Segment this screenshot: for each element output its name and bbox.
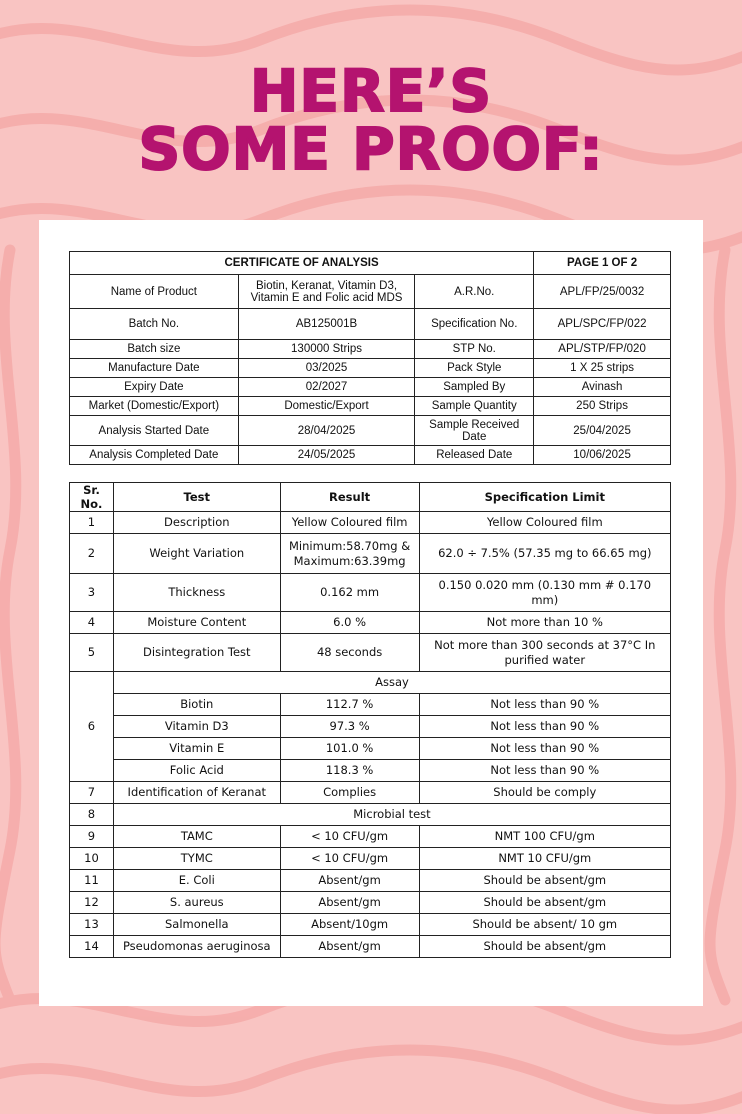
test-results-table [69, 482, 671, 958]
test-name: Folic Acid [113, 760, 280, 782]
sr-no: 11 [70, 870, 114, 892]
info-value: APL/STP/FP/020 [534, 340, 671, 359]
sr-no: 3 [70, 574, 114, 612]
header-sr-no: Sr. No. [70, 483, 114, 512]
test-result: 118.3 % [280, 760, 419, 782]
header-specification-limit: Specification Limit [419, 483, 670, 512]
test-result: 112.7 % [280, 694, 419, 716]
sr-no: 1 [70, 512, 114, 534]
table-row [70, 574, 671, 612]
info-label: Pack Style [415, 359, 534, 378]
test-result: Absent/gm [280, 870, 419, 892]
sr-no: 4 [70, 612, 114, 634]
info-row [70, 397, 671, 416]
info-label: Sample Received Date [415, 416, 534, 446]
assay-header-row [70, 672, 671, 694]
test-name: Pseudomonas aeruginosa [113, 936, 280, 958]
test-result: 48 seconds [280, 634, 419, 672]
results-header-row [70, 483, 671, 512]
test-name: S. aureus [113, 892, 280, 914]
info-value: 250 Strips [534, 397, 671, 416]
test-result: 6.0 % [280, 612, 419, 634]
test-name: Vitamin D3 [113, 716, 280, 738]
sr-no: 5 [70, 634, 114, 672]
spec-limit: Should be absent/gm [419, 870, 670, 892]
info-label: Analysis Completed Date [70, 446, 239, 465]
sr-no: 6 [70, 672, 114, 782]
test-name: E. Coli [113, 870, 280, 892]
spec-limit: Should be absent/gm [419, 936, 670, 958]
info-row [70, 378, 671, 397]
info-value: 24/05/2025 [238, 446, 415, 465]
table-row [70, 936, 671, 958]
assay-row [70, 760, 671, 782]
info-label: Batch No. [70, 309, 239, 340]
info-label: Name of Product [70, 275, 239, 309]
test-name: Thickness [113, 574, 280, 612]
info-row [70, 359, 671, 378]
test-name: Description [113, 512, 280, 534]
test-result: Complies [280, 782, 419, 804]
table-row [70, 782, 671, 804]
info-row [70, 275, 671, 309]
test-result: Yellow Coloured film [280, 512, 419, 534]
info-label: Released Date [415, 446, 534, 465]
spec-limit: 62.0 ÷ 7.5% (57.35 mg to 66.65 mg) [419, 534, 670, 574]
test-result: Minimum:58.70mg & Maximum:63.39mg [280, 534, 419, 574]
sr-no: 9 [70, 826, 114, 848]
test-name: Moisture Content [113, 612, 280, 634]
info-value: 25/04/2025 [534, 416, 671, 446]
sr-no: 13 [70, 914, 114, 936]
test-result: 97.3 % [280, 716, 419, 738]
spec-limit: Not less than 90 % [419, 716, 670, 738]
info-value: 130000 Strips [238, 340, 415, 359]
test-result: Absent/gm [280, 936, 419, 958]
test-result: < 10 CFU/gm [280, 848, 419, 870]
spec-limit: Not more than 10 % [419, 612, 670, 634]
spec-limit: Yellow Coloured film [419, 512, 670, 534]
header-result: Result [280, 483, 419, 512]
info-label: Sample Quantity [415, 397, 534, 416]
table-row [70, 634, 671, 672]
info-value: Domestic/Export [238, 397, 415, 416]
test-result: 101.0 % [280, 738, 419, 760]
microbial-label: Microbial test [113, 804, 670, 826]
table-row [70, 612, 671, 634]
spec-limit: NMT 100 CFU/gm [419, 826, 670, 848]
spec-limit: Not less than 90 % [419, 694, 670, 716]
info-row [70, 309, 671, 340]
test-result: Absent/10gm [280, 914, 419, 936]
spec-limit: Should be absent/ 10 gm [419, 914, 670, 936]
test-result: 0.162 mm [280, 574, 419, 612]
test-name: TAMC [113, 826, 280, 848]
assay-row [70, 738, 671, 760]
info-value: 28/04/2025 [238, 416, 415, 446]
info-label: Batch size [70, 340, 239, 359]
info-label: Specification No. [415, 309, 534, 340]
certificate-card [39, 220, 703, 1006]
info-value: AB125001B [238, 309, 415, 340]
certificate-title: CERTIFICATE OF ANALYSIS [70, 252, 534, 275]
test-name: TYMC [113, 848, 280, 870]
table-row [70, 512, 671, 534]
info-label: Manufacture Date [70, 359, 239, 378]
table-row [70, 534, 671, 574]
headline-line-2: SOME PROOF: [138, 115, 604, 183]
info-label: Expiry Date [70, 378, 239, 397]
spec-limit: Should be absent/gm [419, 892, 670, 914]
info-row [70, 340, 671, 359]
sr-no: 10 [70, 848, 114, 870]
test-name: Biotin [113, 694, 280, 716]
table-row [70, 914, 671, 936]
test-name: Weight Variation [113, 534, 280, 574]
test-name: Vitamin E [113, 738, 280, 760]
microbial-header-row [70, 804, 671, 826]
sr-no: 12 [70, 892, 114, 914]
sr-no: 7 [70, 782, 114, 804]
info-value: 03/2025 [238, 359, 415, 378]
info-value: 1 X 25 strips [534, 359, 671, 378]
info-label: STP No. [415, 340, 534, 359]
test-name: Disintegration Test [113, 634, 280, 672]
table-row [70, 892, 671, 914]
sr-no: 8 [70, 804, 114, 826]
certificate-header-row [70, 252, 671, 275]
headline [0, 57, 742, 183]
info-value: Avinash [534, 378, 671, 397]
header-test: Test [113, 483, 280, 512]
info-value: APL/FP/25/0032 [534, 275, 671, 309]
assay-label: Assay [113, 672, 670, 694]
test-result: < 10 CFU/gm [280, 826, 419, 848]
sr-no: 2 [70, 534, 114, 574]
certificate-info-table [69, 251, 671, 465]
headline-line-1: HERE’S [249, 57, 493, 125]
page-indicator: PAGE 1 OF 2 [534, 252, 671, 275]
test-name: Identification of Keranat [113, 782, 280, 804]
info-label: Sampled By [415, 378, 534, 397]
info-value: 02/2027 [238, 378, 415, 397]
info-value: APL/SPC/FP/022 [534, 309, 671, 340]
table-row [70, 848, 671, 870]
table-row [70, 826, 671, 848]
sr-no: 14 [70, 936, 114, 958]
spec-limit: Not less than 90 % [419, 738, 670, 760]
test-result: Absent/gm [280, 892, 419, 914]
spec-limit: Not less than 90 % [419, 760, 670, 782]
info-label: Market (Domestic/Export) [70, 397, 239, 416]
assay-row [70, 716, 671, 738]
info-value: Biotin, Keranat, Vitamin D3, Vitamin E and Folic acid MDS [238, 275, 415, 309]
info-row [70, 446, 671, 465]
spec-limit: 0.150 0.020 mm (0.130 mm # 0.170 mm) [419, 574, 670, 612]
test-name: Salmonella [113, 914, 280, 936]
info-label: Analysis Started Date [70, 416, 239, 446]
spec-limit: Not more than 300 seconds at 37°C In purified water [419, 634, 670, 672]
info-value: 10/06/2025 [534, 446, 671, 465]
spec-limit: Should be comply [419, 782, 670, 804]
assay-row [70, 694, 671, 716]
info-row [70, 416, 671, 446]
info-label: A.R.No. [415, 275, 534, 309]
table-row [70, 870, 671, 892]
spec-limit: NMT 10 CFU/gm [419, 848, 670, 870]
